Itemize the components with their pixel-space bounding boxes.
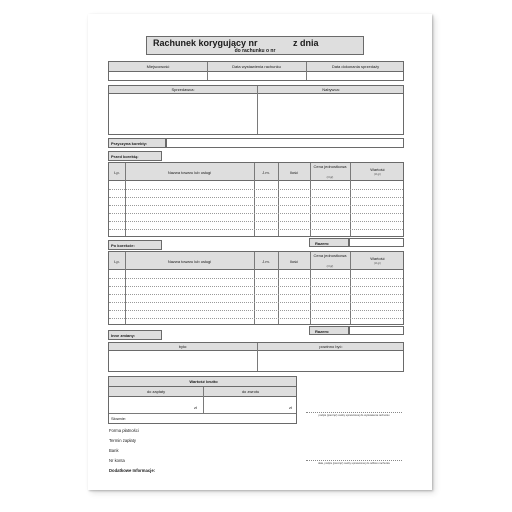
- col-lp: Lp.: [114, 259, 120, 264]
- was-label: było:: [178, 344, 188, 349]
- col-lp: Lp.: [114, 170, 120, 175]
- other-changes-label-box: [108, 330, 162, 340]
- sale-date-header: Data dokonania sprzedaży: [331, 64, 380, 69]
- before-label: Przed korektą:: [111, 154, 139, 159]
- col-value-unit: (zł gr): [374, 262, 381, 265]
- to-refund-currency: zł: [289, 405, 292, 410]
- reason-label: Przyczyna korekty:: [111, 141, 148, 146]
- after-items-table: [108, 251, 404, 325]
- before-total-label-box: [309, 238, 349, 247]
- other-changes-label: Inne zmiany:: [111, 333, 136, 338]
- bank-label: Bank: [109, 448, 119, 453]
- col-value: Wartość: [370, 256, 385, 261]
- to-refund-label: do zwrotu: [241, 389, 260, 394]
- receiver-signature-caption: data, podpis (pieczęć) osoby uprawnionej do odbioru rachunku: [317, 462, 391, 465]
- after-total-label-box: [309, 326, 349, 335]
- reason-field: [166, 138, 404, 148]
- col-qty: Ilość: [289, 259, 299, 264]
- before-total-field: [349, 238, 404, 247]
- document-title: Rachunek korygujący nr: [153, 38, 258, 48]
- header-dates-table: [108, 61, 404, 81]
- issuer-signature-line: [306, 412, 402, 413]
- col-value-unit: (zł gr): [374, 173, 381, 176]
- receiver-signature-line: [306, 460, 402, 461]
- col-name: Nazwa towaru lub usługi: [167, 259, 212, 264]
- col-value: Wartość: [370, 167, 385, 172]
- col-unit: J.m.: [262, 170, 270, 175]
- col-name: Nazwa towaru lub usługi: [167, 170, 212, 175]
- after-total-label: Razem:: [315, 329, 330, 334]
- in-words-label: Słownie:: [111, 416, 127, 421]
- before-label-box: [108, 151, 162, 161]
- after-label: Po korekcie:: [111, 243, 135, 248]
- col-price: Cena jednostkowa: [313, 254, 347, 258]
- gross-value-table: [108, 376, 297, 424]
- after-total-field: [349, 326, 404, 335]
- to-pay-currency: zł: [194, 405, 197, 410]
- after-label-box: [108, 240, 162, 250]
- title-box: [146, 36, 364, 55]
- gross-title: Wartość brutto: [189, 379, 218, 384]
- payment-term-label: Termin zapłaty: [109, 438, 136, 443]
- before-total-label: Razem:: [315, 241, 330, 246]
- issue-date-header: Data wystawienia rachunku: [232, 64, 281, 69]
- reason-label-box: [108, 138, 166, 148]
- title-date-label: z dnia: [293, 38, 319, 48]
- seller-label: Sprzedawca:: [171, 87, 195, 92]
- col-price: Cena jednostkowa: [313, 165, 347, 169]
- col-price-unit: (zł gr): [326, 176, 334, 179]
- issuer-signature-caption: podpis (pieczęć) osoby uprawnionej do wystawienia rachunku: [318, 414, 390, 417]
- additional-info-label: Dodatkowe Informacje:: [109, 468, 156, 473]
- col-unit: J.m.: [262, 259, 270, 264]
- title-invoice-ref: do rachunku o nr: [234, 48, 276, 54]
- col-price-unit: (zł gr): [326, 265, 334, 268]
- payment-form-label: Forma płatności: [109, 428, 139, 433]
- place-header: Miejscowość: [146, 64, 170, 69]
- should-be-label: powinno być:: [319, 344, 343, 349]
- to-pay-label: do zapłaty: [146, 389, 166, 394]
- account-number-label: Nr konta: [109, 458, 125, 463]
- before-items-table: [108, 162, 404, 237]
- parties-table: [108, 85, 404, 135]
- col-qty: Ilość: [289, 170, 299, 175]
- buyer-label: Nabywca:: [322, 87, 340, 92]
- invoice-sheet: [88, 14, 432, 490]
- other-changes-table: [108, 342, 404, 372]
